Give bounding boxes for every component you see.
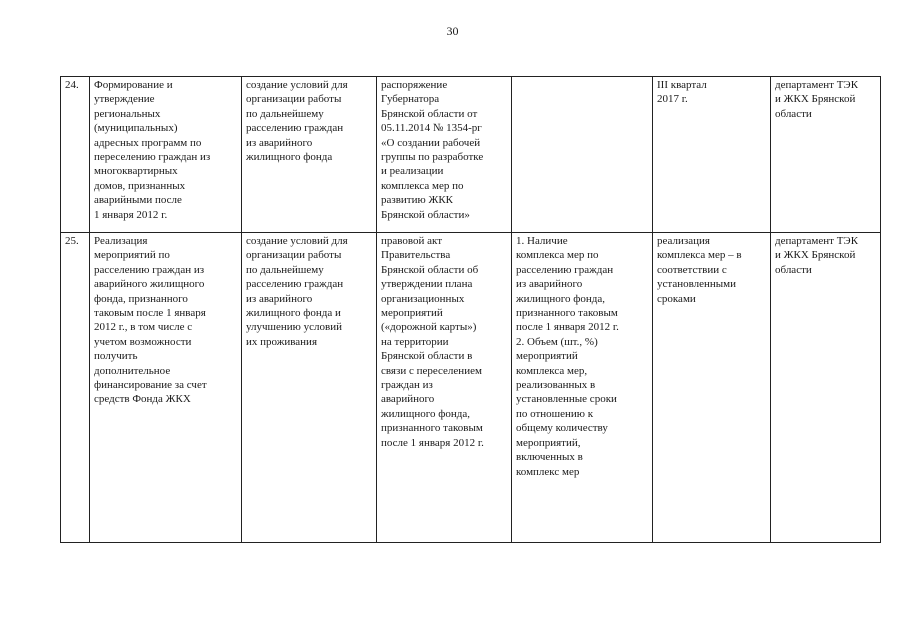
responsible-cell: департамент ТЭК и ЖКХ Брянской области (771, 233, 881, 543)
table-row (61, 77, 881, 233)
document-cell: правовой акт Правительства Брянской области об утверждении плана организационных мероприятий («дорожной карты») на территории Брянской области в связи с переселением граждан из аварийного жилищного фонда, признанного таковым после 1 января 2012 г. (377, 233, 512, 543)
goal-cell: создание условий для организации работы по дальнейшему расселению граждан из аварийного жилищного фонда и улучшению условий их проживания (242, 233, 377, 543)
deadline-cell: реализация комплекса мер – в соответствии с установленными сроками (653, 233, 771, 543)
goal-cell: создание условий для организации работы по дальнейшему расселению граждан из аварийного жилищного фонда (242, 77, 377, 233)
measures-table (60, 76, 881, 543)
document-cell: распоряжение Губернатора Брянской области от 05.11.2014 № 1354-рг «О создании рабочей группы по разработке и реализации комплекса мер по развитию ЖКК Брянской области» (377, 77, 512, 233)
event-cell: Формирование и утверждение региональных (муниципальных) адресных программ по переселению граждан из многоквартирных домов, признанных аварийными после 1 января 2012 г. (90, 77, 242, 233)
table-row (61, 233, 881, 543)
page-number: 30 (446, 24, 459, 38)
event-cell: Реализация мероприятий по расселению граждан из аварийного жилищного фонда, признанного таковым после 1 января 2012 г., в том числе с учетом возможности получить дополнительное финансирование за счет средств Фонда ЖКХ (90, 233, 242, 543)
indicator-cell (512, 77, 653, 233)
responsible-cell: департамент ТЭК и ЖКХ Брянской области (771, 77, 881, 233)
deadline-cell: III квартал 2017 г. (653, 77, 771, 233)
row-number: 25. (61, 233, 90, 543)
indicator-cell: 1. Наличие комплекса мер по расселению граждан из аварийного жилищного фонда, признанного таковым после 1 января 2012 г. 2. Объем (шт., %) мероприятий комплекса мер, реализованных в установленные сроки по отношению к общему количеству мероприятий, включенных в комплекс мер (512, 233, 653, 543)
row-number: 24. (61, 77, 90, 233)
